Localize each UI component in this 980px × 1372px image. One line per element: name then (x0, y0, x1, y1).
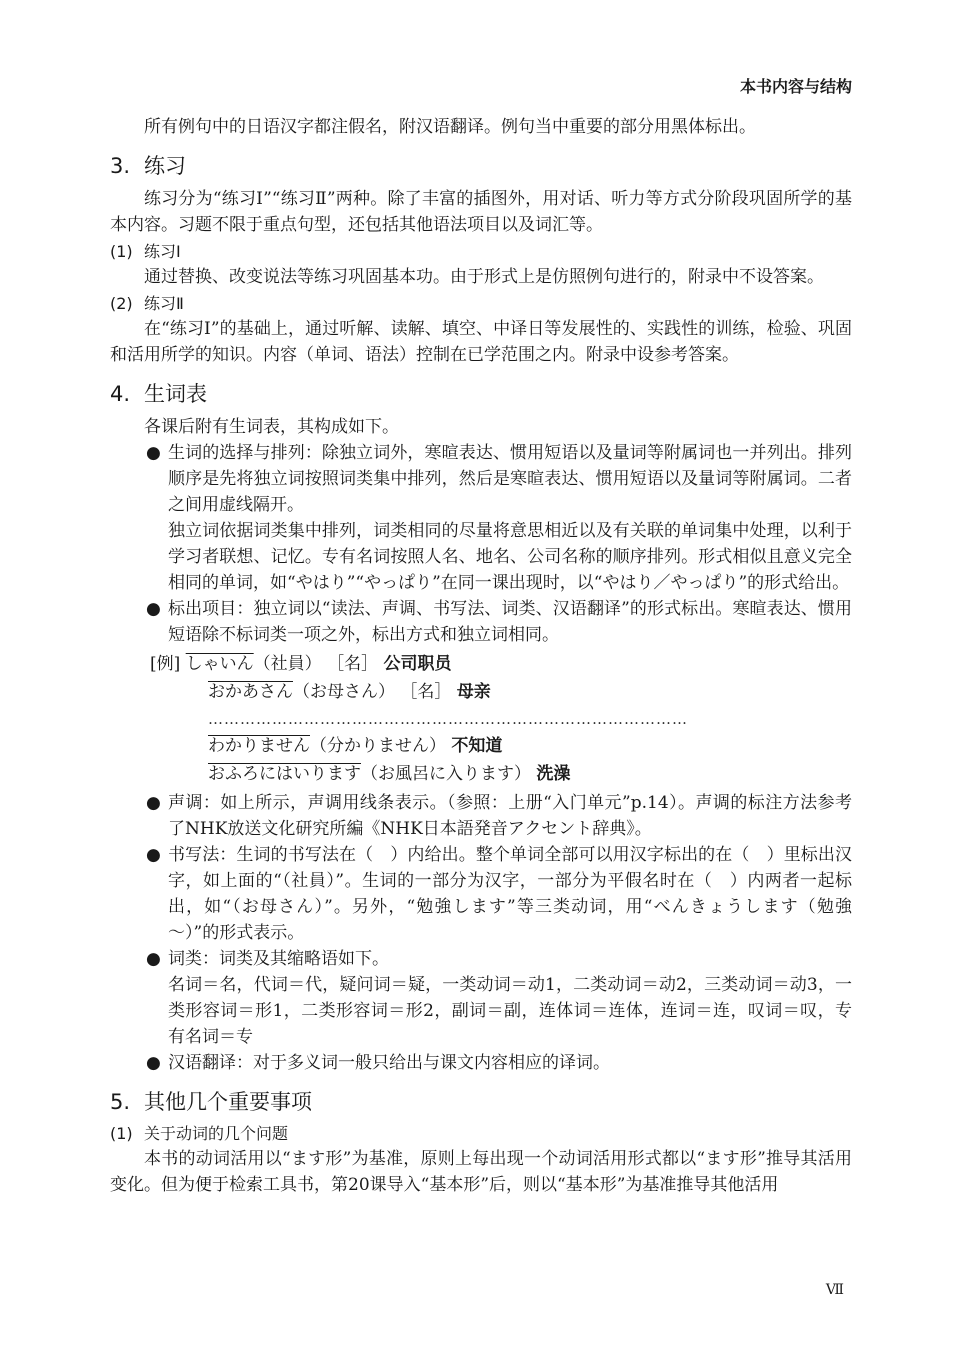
example-label: [例] (150, 654, 181, 674)
subsection-title: 练习Ⅰ (144, 242, 181, 261)
translation: 洗澡 (536, 764, 571, 784)
running-header: 本书内容与结构 (739, 77, 852, 96)
bullet-icon: ● (146, 1053, 161, 1073)
translation: 公司职员 (383, 654, 452, 674)
section-number: 4. (110, 382, 131, 406)
dotted-separator: ……………………………………………………………………………… (208, 710, 688, 728)
kana-reading: しゃいん (185, 654, 254, 674)
page-number: Ⅶ (825, 1282, 844, 1298)
subsection-1-text: 通过替换、改变说法等练习巩固基本功。由于形式上是仿照例句进行的，附录中不设答案。 (144, 267, 824, 287)
example-row: おかあさん（お母さん） ［名］ 母亲 (208, 682, 491, 702)
kana-reading: おふろにはいります (208, 764, 361, 784)
example-row: おふろにはいります（お風呂に入ります） 洗澡 (208, 764, 571, 784)
bullet-icon: ● (146, 845, 161, 865)
subsection-text: 本书的动词活用以“ます形”为基准，原则上每出现一个动词活用形式都以“ます形”推导其活用变化。但为便于检索工具书，第20课导入“基本形”后，则以“基本形”为基准推导其他活用 (110, 1149, 852, 1195)
section-4-intro: 各课后附有生词表，其构成如下。 (144, 417, 399, 437)
subsection-number: (2) (110, 294, 133, 313)
bullet-item-tone: ● 声调：如上所示，声调用线条表示。（参照：上册“入门单元”p.14）。声调的标注方法参考了NHK放送文化研究所編《NHK日本語発音アクセント辞典》。 (110, 790, 852, 842)
bullet-item-marking: ● 标出项目：独立词以“读法、声调、书写法、词类、汉语翻译”的形式标出。寒暄表达、惯用短语除不标词类一项之外，标出方式和独立词相同。 (110, 596, 852, 648)
bullet-item-selection: ● 生词的选择与排列：除独立词外，寒暄表达、惯用短语以及量词等附属词也一并列出。排列顺序是先将独立词按照词类集中排列，然后是寒暄表达、惯用短语以及量词等附属词。二者之间用虚线隔开。 (110, 440, 852, 518)
section-number: 5. (110, 1090, 131, 1114)
translation: 不知道 (451, 736, 503, 756)
section-3-paragraph: 练习分为“练习Ⅰ”“练习Ⅱ”两种。除了丰富的插图外，用对话、听力等方式分阶段巩固所学的基本内容。习题不限于重点句型，还包括其他语法项目以及词汇等。 (110, 189, 852, 235)
bullet-continuation: 独立词依据词类集中排列，词类相同的尽量将意思相近以及有关联的单词集中处理，以利于学习者联想、记忆。专有名词按照人名、地名、公司名称的顺序排列。形式相似且意义完全相同的单词，如“やはり”“やっぱり”在同一课出现时，以“やはり／やっぱり”的形式给出。 (168, 521, 852, 593)
bullet-item-writing: ● 书写法：生词的书写法在（ ）内给出。整个单词全部可以用汉字标出的在（ ）里标出汉字，如上面的“（社員）”。生词的一部分为汉字，一部分为平假名时在（ ）内两者一起标出，如“（お母さん）”。另外，“勉強します”等三类动词，用“べんきょうします（勉強～）”的形式表示。 (110, 842, 852, 946)
subsection-number: (1) (110, 1124, 133, 1143)
kana-reading: おかあさん (208, 682, 293, 702)
bullet-continuation: 名词＝名，代词＝代，疑问词＝疑，一类动词＝动1，二类动词＝动2，三类动词＝动3，一类形容词＝形1，二类形容词＝形2，副词＝副，连体词＝连体，连词＝连，叹词＝叹，专有名词＝专 (168, 975, 852, 1047)
subsection-heading (110, 1122, 852, 1146)
intro-line: 所有例句中的日语汉字都注假名，附汉语翻译。例句当中重要的部分用黑体标出。 (144, 117, 756, 137)
bullet-item-translation: ● 汉语翻译：对于多义词一般只给出与课文内容相应的译词。 (110, 1050, 852, 1076)
kana-reading: わかりません (208, 736, 310, 756)
section-number: 3. (110, 154, 131, 178)
bullet-icon: ● (146, 949, 161, 969)
section-title: 练习 (144, 154, 186, 178)
example-block (110, 732, 852, 788)
subsection-2-text: 在“练习Ⅰ”的基础上，通过听解、读解、填空、中译日等发展性的、实践性的训练，检验、巩固和活用所学的知识。内容（单词、语法）控制在已学范围之内。附录中设参考答案。 (110, 319, 852, 365)
subsection-title: 练习Ⅱ (144, 294, 184, 313)
main-content (110, 114, 852, 1198)
bullet-icon: ● (146, 443, 161, 463)
subsection-title: 关于动词的几个问题 (144, 1124, 289, 1143)
section-title: 生词表 (144, 382, 207, 406)
subsection-number: (1) (110, 242, 133, 261)
example-row: [例] しゃいん（社員） ［名］ 公司职员 (150, 654, 452, 674)
subsection-2-heading (110, 292, 852, 316)
section-title: 其他几个重要事项 (144, 1090, 312, 1114)
bullet-item-pos: ● 词类：词类及其缩略语如下。 (110, 946, 852, 972)
section-5-heading (110, 1088, 852, 1116)
example-row: わかりません（分かりません） 不知道 (208, 736, 503, 756)
bullet-icon: ● (146, 793, 161, 813)
example-block (110, 650, 852, 706)
bullet-icon: ● (146, 599, 161, 619)
section-3-heading (110, 152, 852, 180)
subsection-1-heading (110, 240, 852, 264)
translation: 母亲 (456, 682, 491, 702)
section-4-heading (110, 380, 852, 408)
